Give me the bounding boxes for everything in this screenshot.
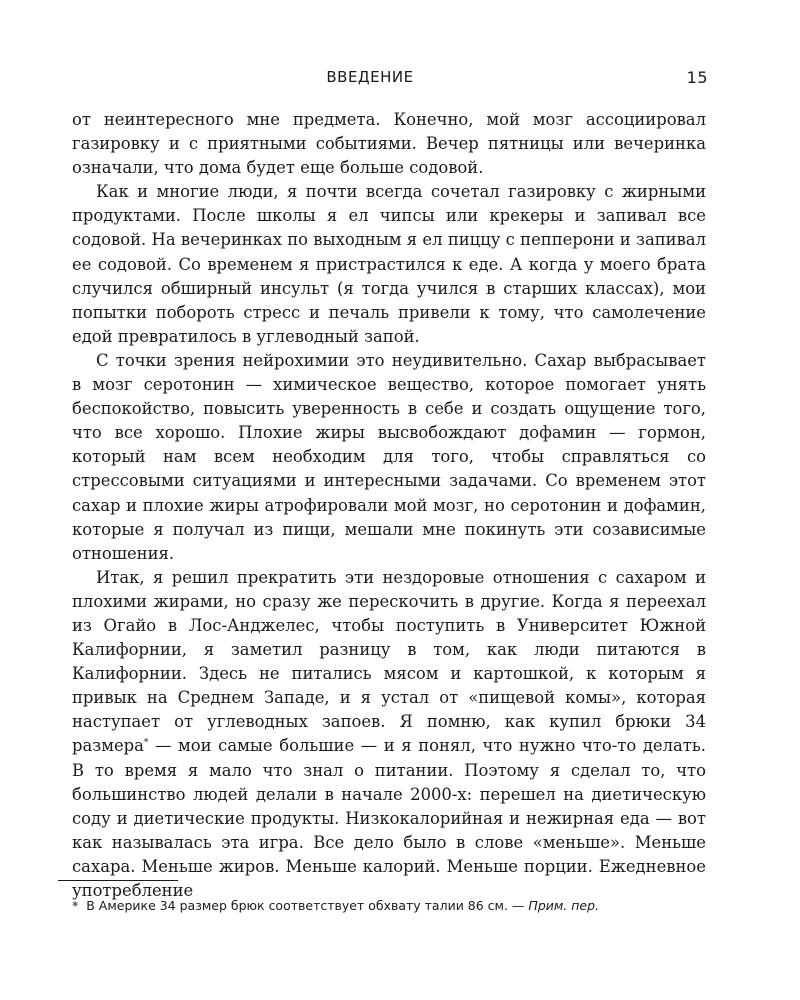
body-text <box>72 108 706 903</box>
footnote-rule <box>58 880 178 881</box>
running-head <box>0 68 800 90</box>
paragraph-text: Итак, я решил прекратить эти нездоровые отношения с сахаром и плохими жирами, но сразу же перескочить в другие. Когда я переехал из Огайо в Лос-Анджелес, чтобы поступить в Университет Южной Калифорнии, я заметил разницу в том, как люди питаются в Калифорнии. Здесь не питались мясом и картошкой, к которым я привык на Среднем Западе, и я устал от «пищевой комы», которая наступает от углеводных запоев. Я помню, как купил брюки 34 размера <box>72 567 706 756</box>
footnote-marker: * <box>72 898 79 913</box>
page-number: 15 <box>686 68 708 87</box>
paragraph: Как и многие люди, я почти всегда сочетал газировку с жирными продуктами. После школы я ел чипсы или крекеры и запивал все содовой. На вечеринках по выходным я ел пиццу с пепперони и запивал ее содовой. Со временем я пристрастился к еде. А когда у моего брата случился обширный инсульт (я тогда учился в старших классах), мои попытки побороть стресс и печаль привели к тому, что самолечение едой превратилось в углеводный запой. <box>72 182 706 346</box>
paragraph-continued: от неинтересного мне предмета. Конечно, мой мозг ассоциировал газировку и с приятными событиями. Вечер пятницы или вечеринка означали, что дома будет еще больше содовой. <box>72 110 706 178</box>
footnote-credit: Прим. пер. <box>528 898 600 913</box>
footnote <box>72 897 712 915</box>
section-title: ВВЕДЕНИЕ <box>326 68 414 86</box>
paragraph: С точки зрения нейрохимии это неудивительно. Сахар выбрасывает в мозг серотонин — химическое вещество, которое помогает унять беспокойство, повысить уверенность в себе и создать ощущение того, что все хорошо. Плохие жиры высвобождают дофамин — гормон, который нам всем необходим для того, чтобы справляться со стрессовыми ситуациями и интересными задачами. Со временем этот сахар и плохие жиры атрофировали мой мозг, но серотонин и дофамин, которые я получал из пищи, мешали мне покинуть эти созависимые отношения. <box>72 350 706 563</box>
footnote-reference: * <box>143 738 149 749</box>
paragraph-with-footnote <box>72 566 706 903</box>
footnote-text: В Америке 34 размер брюк соответствует обхвату талии 86 см. — <box>86 898 525 913</box>
paragraph-text-tail: — мои самые большие — и я понял, что нужно что-то делать. В то время я мало что знал о питании. Поэтому я сделал то, что большинство людей делали в начале 2000-х: перешел на диетическую соду и диетические продукты. Низкокалорийная и нежирная еда — вот как называлась эта игра. Все дело было в слове «меньше». Меньше сахара. Меньше жиров. Меньше калорий. Меньше порции. Ежедневное употребление <box>72 736 706 900</box>
